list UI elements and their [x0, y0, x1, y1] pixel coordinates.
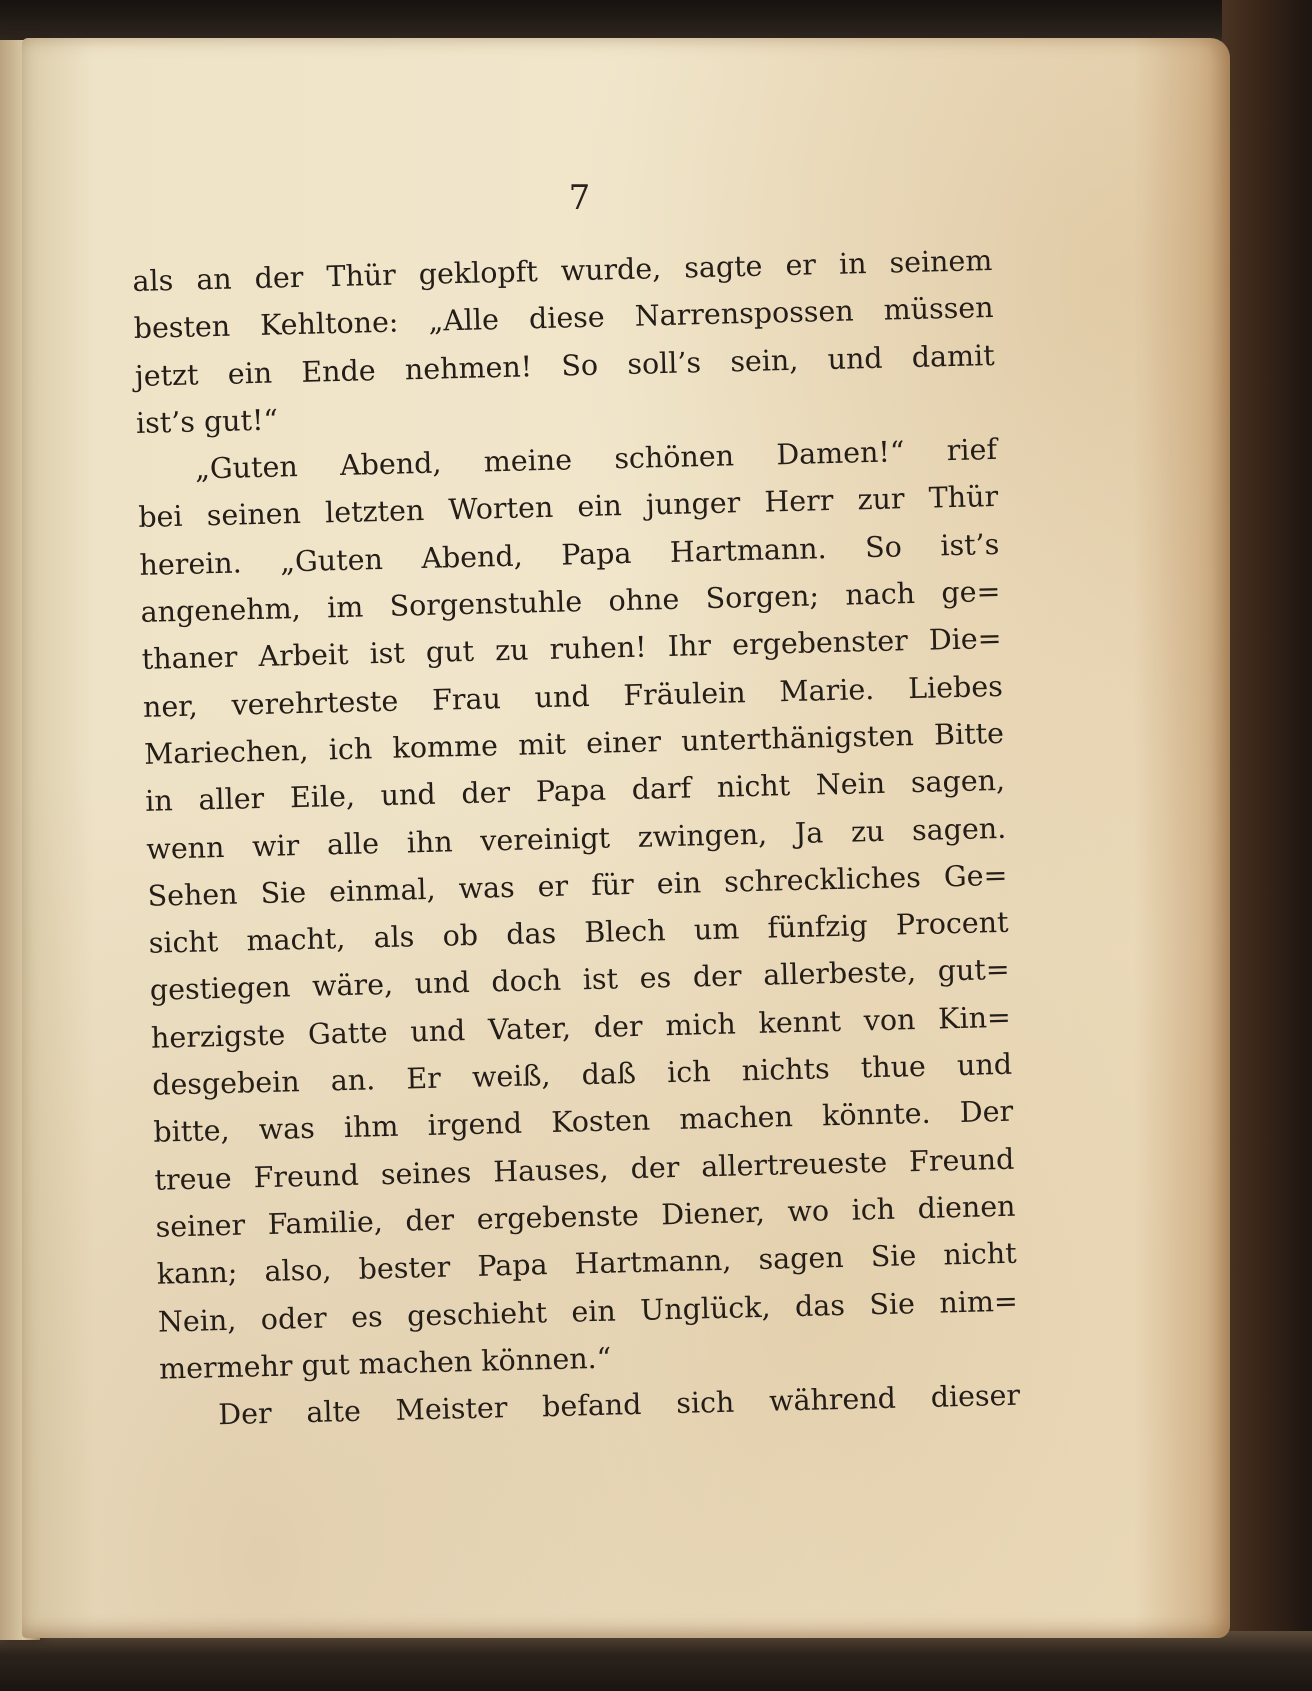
text-line: gestiegen wäre, und doch ist es der allerbeste, gut=	[149, 953, 1011, 1008]
text-line: als an der Thür geklopft wurde, sagte er in seinem	[132, 243, 993, 298]
text-line: jetzt ein Ende nehmen! So soll’s sein, und damit	[134, 338, 996, 393]
text-line: angenehm, im Sorgenstuhle ohne Sorgen; nach ge=	[140, 574, 1001, 629]
page-number: 7	[568, 178, 591, 218]
text-line: herzigste Gatte und Vater, der mich kennt von Kin=	[150, 1000, 1012, 1055]
text-line: besten Kehltone: „Alle diese Narrenspossen müssen	[133, 291, 994, 346]
book-page	[22, 38, 1230, 1638]
text-line: Mariechen, ich komme mit einer unterthänigsten Bitte	[143, 716, 1005, 771]
text-line: mermehr gut machen können.“	[158, 1341, 612, 1386]
text-line: desgebein an. Er weiß, daß ich nichts thue und	[151, 1047, 1013, 1102]
text-line: wenn wir alle ihn vereinigt zwingen, Ja zu sagen.	[146, 811, 1007, 866]
text-line: sicht macht, als ob das Blech um fünfzig Procent	[148, 905, 1009, 960]
text-line: herein. „Guten Abend, Papa Hartmann. So ist’s	[139, 527, 1000, 582]
book-cover-bottom	[0, 1631, 1312, 1691]
text-line: seiner Familie, der ergebenste Diener, wo ich dienen	[155, 1189, 1016, 1244]
page-text	[132, 237, 1021, 1440]
text-line: bitte, was ihm irgend Kosten machen könnte. Der	[152, 1095, 1014, 1150]
text-line: kann; also, bester Papa Hartmann, sagen Sie nicht	[156, 1236, 1017, 1291]
text-line: in aller Eile, und der Papa darf nicht Nein sagen,	[144, 764, 1006, 819]
text-line: Sehen Sie einmal, was er für ein schreckliches Ge=	[147, 858, 1008, 913]
text-line: thaner Arbeit ist gut zu ruhen! Ihr ergebenster Die=	[141, 622, 1002, 677]
text-line: ner, verehrteste Frau und Fräulein Marie. Liebes	[142, 669, 1004, 724]
text-line: Der alte Meister befand sich während dieser	[217, 1378, 1021, 1432]
text-line: bei seinen letzten Worten ein junger Herr zur Thür	[137, 480, 999, 535]
text-line: Nein, oder es geschieht ein Unglück, das Sie nim=	[157, 1284, 1019, 1339]
text-line: treue Freund seines Hauses, der allertreueste Freund	[154, 1142, 1015, 1197]
text-line: ist’s gut!“	[135, 403, 279, 440]
book-cover-right	[1222, 0, 1312, 1691]
text-line: „Guten Abend, meine schönen Damen!“ rief	[194, 433, 998, 486]
